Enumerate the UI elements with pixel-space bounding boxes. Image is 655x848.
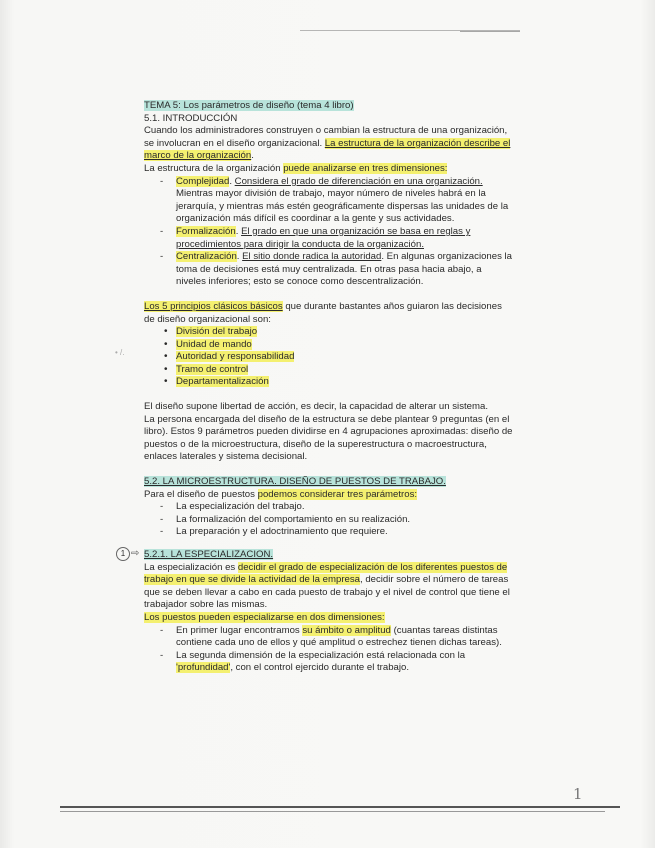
scan-edge-line xyxy=(60,811,605,812)
micro-intro: Para el diseño de puestos podemos considerar tres parámetros: xyxy=(144,488,418,500)
principles-paragraph: Los 5 principios clásicos básicos que durante bastantes años guiaron las decisiones de diseño organizacional son: xyxy=(144,300,502,325)
spec-dimensions-list xyxy=(144,625,514,675)
design-paragraph-1: El diseño supone libertad de acción, es decir, la capacidad de alterar un sistema. xyxy=(144,401,488,413)
list-item: - La formalización del comportamiento en su realización. xyxy=(144,514,514,527)
list-item: • Departamentalización xyxy=(144,376,514,389)
page-number: 1 xyxy=(573,785,583,803)
spec-dimensions-intro: Los puestos pueden especializarse en dos dimensiones: xyxy=(144,611,385,623)
dimensions-intro: La estructura de la organización puede analizarse en tres dimensiones: xyxy=(144,162,448,174)
intro-paragraph: Cuando los administradores construyen o cambian la estructura de una organización, se involucran en el diseño organizacional. La estructura de la organización describe el marco de la organización. xyxy=(144,125,511,162)
list-item: - Complejidad. Considera el grado de diferenciación en una organización. Mientras mayor división de trabajo, mayor número de niveles habrá en la jerarquía, y mientras más estén geográficamente dispersas las unidades de la organización más difícil es coordinar a la gente y sus actividades. xyxy=(144,176,514,226)
scan-edge-line xyxy=(460,31,520,32)
circled-number-marker: 1 xyxy=(116,547,130,561)
micro-params-list xyxy=(144,501,514,539)
dimensions-list xyxy=(144,176,514,289)
micro-heading: 5.2. LA MICROESTRUCTURA. DISEÑO DE PUESTOS DE TRABAJO. xyxy=(144,476,446,488)
spec-heading: 1 ⇨ 5.2.1. LA ESPECIALIZACION. xyxy=(144,549,514,562)
arrow-right-icon: ⇨ xyxy=(131,548,140,559)
intro-heading: 5.1. INTRODUCCIÓN xyxy=(144,112,238,124)
list-item: - Centralización. El sitio donde radica la autoridad. En algunas organizaciones la toma de decisiones está muy centralizada. En otras pasa hacia abajo, a niveles inferiores; esto se conoce como descentralización. xyxy=(144,251,514,289)
list-item: - La preparación y el adoctrinamiento que requiere. xyxy=(144,526,514,539)
design-paragraph-2: La persona encargada del diseño de la estructura se debe plantear 9 preguntas (en el libro). Estos 9 parámetros pueden dividirse en 4 agrupaciones aproximadas: diseño de puestos o de la microestructura, diseño de la superestructura o macroestructura, enlaces laterales y sistema decisional. xyxy=(144,413,513,463)
list-item: • Tramo de control xyxy=(144,364,514,377)
document-body xyxy=(120,100,514,675)
doc-title: TEMA 5: Los parámetros de diseño (tema 4 libro) xyxy=(144,100,354,111)
list-item: - En primer lugar encontramos su ámbito o amplitud (cuantas tareas distintas contiene cada uno de ellos y qué amplitud o estrechez tienen dichas tareas). xyxy=(144,625,514,650)
list-item: • Autoridad y responsabilidad xyxy=(144,351,514,364)
list-item: - La especialización del trabajo. xyxy=(144,501,514,514)
margin-mark: • /. xyxy=(115,348,125,357)
list-item: - Formalización. El grado en que una organización se basa en reglas y procedimientos para dirigir la conducta de la organización. xyxy=(144,226,514,251)
scan-edge-line xyxy=(60,806,620,808)
spec-paragraph: La especialización es decidir el grado de especialización de los diferentes puestos de trabajo en que se divide la actividad de la empresa, decidir sobre el número de tareas que se deben llevar a cabo en cada puesto de trabajo y el nivel de control que tiene el trabajador sobre las mismas. xyxy=(144,561,510,611)
principles-list xyxy=(144,326,514,389)
list-item: - La segunda dimensión de la especialización está relacionada con la 'profundidad', con el control ejercido durante el trabajo. xyxy=(144,650,514,675)
list-item: • División del trabajo xyxy=(144,326,514,339)
list-item: • Unidad de mando xyxy=(144,339,514,352)
